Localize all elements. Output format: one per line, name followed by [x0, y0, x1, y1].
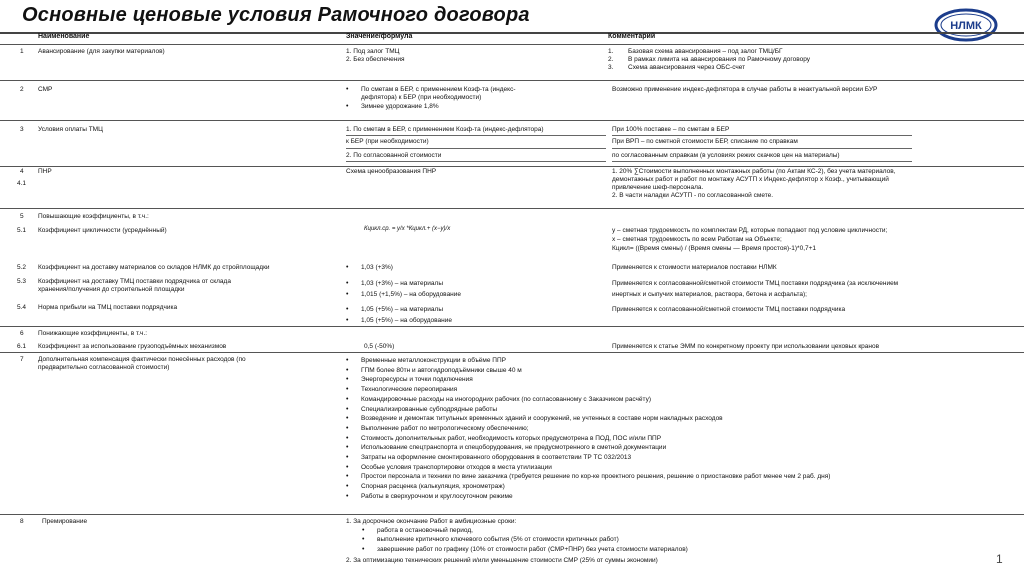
row-value: 1. По сметам в БЕР, с применением Коэф-та (индекс-дефлятора)	[346, 126, 544, 133]
bullet: •	[346, 405, 349, 413]
row-value: Зимнее удорожание 1,8%	[361, 103, 439, 110]
row-subnumber: 4.1	[17, 180, 27, 187]
row-comment: x – сметная трудоемкость по всем Работам на Объекте;	[612, 236, 782, 243]
row-name: Коэффициент на доставку материалов со складов НЛМК до стройплощадки	[38, 264, 270, 271]
row-number: 2	[20, 86, 24, 93]
header-value: Значение/формула	[346, 33, 413, 40]
header-name: Наименование	[38, 33, 90, 40]
row-value: 1. За досрочное окончание Работ в амбициозные сроки:	[346, 518, 517, 525]
bullet: •	[362, 536, 365, 543]
bullet: •	[346, 395, 349, 403]
bullet: •	[346, 492, 349, 500]
bullet: •	[346, 103, 349, 110]
row-comment: Схема авансирования через ОБС-счет	[628, 64, 746, 71]
row-name: ПНР	[38, 168, 52, 175]
bullet: •	[362, 546, 365, 553]
row-name: Повышающие коэффициенты, в т.ч.:	[38, 213, 149, 220]
row-name: СМР	[38, 86, 53, 93]
list-item: Стоимость дополнительных работ, необходимость которых предусмотрена в ПОД, ПОС и/или ППР	[361, 434, 662, 442]
cyclicity-formula: Кцикл.ср. = y/x *Кцикл.+ (x−y)/x	[364, 226, 451, 232]
row-name: Коэффициент за использование грузоподъёмных механизмов	[38, 343, 227, 350]
list-item: ГПМ более 80тн и автогидроподъёмники свыше 40 м	[361, 366, 522, 374]
row-value: 1,05 (+5%) – на материалы	[361, 306, 443, 313]
row-number: 3	[20, 126, 24, 133]
list-item: Технологические переопирания	[361, 386, 458, 394]
bullet: •	[362, 527, 365, 534]
bullet: •	[346, 434, 349, 442]
row-comment: Базовая схема авансирования – под залог ТМЦ/БГ	[628, 48, 783, 55]
row-comment: При ВРП – по сметной стоимости БЕР, списание по справкам	[612, 138, 798, 145]
page-title: Основные ценовые условия Рамочного договора	[22, 4, 530, 26]
list-number: 3.	[608, 64, 614, 71]
row-name: Условия оплаты ТМЦ	[38, 126, 103, 133]
row-value: 1,015 (+1,5%) – на оборудование	[361, 291, 462, 298]
list-item: Простои персонала и техники по вине заказчика (требуется решение по кор-ке проектного решения, решение о приостановке работ менее чем 2 раб. дня)	[361, 473, 831, 481]
list-item: Командировочные расходы на иногородних рабочих (по согласованному с Заказчиком расчёту)	[361, 395, 651, 403]
row-value: Схема ценообразования ПНР	[346, 168, 437, 175]
row-value: дефлятора) к БЕР (при необходимости)	[361, 94, 482, 101]
list-item: Работы в сверхурочном и круглосуточном режиме	[361, 492, 513, 500]
row-name: хранения/получения до строительной площадки	[38, 286, 185, 293]
list-item: работа в остановочный период,	[377, 527, 473, 534]
bullet: •	[346, 264, 349, 271]
row-comment: Применяется к статье ЭММ по конкретному проекту при использовании цеховых кранов	[612, 343, 880, 350]
bullet: •	[346, 317, 349, 324]
list-item: завершение работ по графику (10% от стоимости работ (СМР+ПНР) без учета стоимости материалов)	[377, 546, 688, 553]
row-comment: привлечение шеф-персонала.	[612, 184, 704, 191]
list-item: Использование спецтранспорта и спецоборудования, не предусмотренного в сметной документации	[361, 444, 667, 452]
list-item: Выполнение работ по метрологическому обеспечению;	[361, 424, 529, 432]
row-name: Премирование	[42, 518, 88, 525]
bullet: •	[346, 424, 349, 432]
list-item: Особые условия транспортировки отходов в места утилизации	[361, 463, 552, 471]
list-item: Спорная расценка (калькуляция, хронометраж)	[361, 483, 505, 491]
row-value: 1,03 (+3%) – на материалы	[361, 280, 443, 287]
row-name: предварительно согласованной стоимости)	[38, 364, 170, 371]
list-item: Специализированные субподрядные работы	[361, 405, 498, 413]
row-value: к БЕР (при необходимости)	[346, 138, 429, 145]
row-number: 5.4	[17, 304, 27, 311]
row-comment: Применяется к стоимости материалов поставки НЛМК	[612, 264, 777, 271]
row-value: 2. По согласованной стоимости	[346, 152, 442, 159]
row-comment: Кцикл= ((Время смены) / (Время смены — Время простоя)-1)*0,7+1	[612, 245, 817, 252]
row-comment: Применяется к согласованной/сметной стоимости ТМЦ поставки подрядчика	[612, 306, 846, 313]
bullet: •	[346, 386, 349, 394]
logo-text: НЛМК	[950, 20, 982, 32]
list-item: выполнение критичного ключевого события (5% от стоимости критичных работ)	[377, 536, 619, 543]
row-name: Коэффициент цикличности (усреднённый)	[38, 227, 167, 234]
row-comment: Возможно применение индекс-дефлятора в случае работы в неактуальной версии БУР	[612, 86, 878, 93]
row-number: 6.1	[17, 343, 27, 350]
row-number: 4	[20, 168, 24, 175]
row-value: 1,03 (+3%)	[361, 264, 393, 271]
bullet: •	[346, 366, 349, 374]
row-value: 2. Без обеспечения	[346, 56, 405, 63]
row-name: Авансирование (для закупки материалов)	[38, 48, 165, 55]
bullet: •	[346, 415, 349, 423]
bullet: •	[346, 463, 349, 471]
row-value: 2. За оптимизацию технических решений и/или уменьшение стоимости СМР (25% от суммы экономии)	[346, 557, 658, 564]
row-comment: 2. В части наладки АСУТП - по согласованной смете.	[612, 192, 774, 199]
list-item: Возведение и демонтаж титульных временных зданий и сооружений, не учтенных в составе норм накладных расходов	[361, 415, 723, 423]
row-name: Понижающие коэффициенты, в т.ч.:	[38, 330, 148, 337]
bullet: •	[346, 291, 349, 298]
bullet: •	[346, 357, 349, 364]
row-name: Норма прибыли на ТМЦ поставки подрядчика	[38, 304, 178, 311]
row-number: 7	[20, 356, 24, 363]
row-comment: При 100% поставке – по сметам в БЕР	[612, 126, 730, 133]
row-comment: инертных и сыпучих материалов, раствора, бетона и асфальта);	[612, 291, 807, 298]
row-number: 5.1	[17, 227, 27, 234]
row-number: 5.3	[17, 278, 27, 285]
list-number: 2.	[608, 56, 614, 63]
row-value: По сметам в БЕР, с применением Коэф-та (индекс-	[361, 86, 516, 93]
row-comment: 1. 20% ∑Стоимости выполненных монтажных работы (по Актам КС-2), без учета материалов,	[612, 168, 896, 175]
list-item: Энергоресурсы и точки подключения	[361, 376, 473, 384]
bullet: •	[346, 454, 349, 461]
row-number: 1	[20, 48, 24, 55]
list-item: Затраты на оформление смонтированного оборудования в соответствии ТР ТС 032/2013	[361, 454, 632, 461]
row-number: 5.2	[17, 264, 27, 271]
page-number: 1	[996, 552, 1003, 566]
row-comment: Применяется к согласованной/сметной стоимости ТМЦ поставки подрядчика (за исключением	[612, 280, 899, 287]
header-comment: Комментарий	[608, 33, 656, 40]
row-value: 1,05 (+5%) – на оборудование	[361, 317, 452, 324]
row-comment: y – сметная трудоемкость по комплектам РД, которые попадают под условие цикличности;	[612, 227, 888, 234]
bullet: •	[346, 86, 349, 93]
bullet: •	[346, 473, 349, 481]
list-item: Временные металлоконструкции в объёме ППР	[361, 357, 506, 364]
row-comment: демонтажных работ и работ по монтажу АСУТП х Индекс-дефлятор х Коэф., учитывающий	[612, 176, 889, 183]
bullet: •	[346, 280, 349, 287]
row-value: 0,5 (-50%)	[364, 343, 395, 350]
list-number: 1.	[608, 48, 614, 55]
row-comment: В рамках лимита на авансирования по Рамочному договору	[628, 56, 811, 63]
row-name: Коэффициент на доставку ТМЦ поставки подрядчика от склада	[38, 278, 231, 285]
bullet: •	[346, 376, 349, 384]
bullet: •	[346, 306, 349, 313]
row-name: Дополнительная компенсация фактически понесённых расходов (по	[38, 356, 246, 363]
row-comment: по согласованным справкам (в условиях режих скачков цен на материалы)	[612, 152, 840, 159]
table-header	[0, 32, 1024, 43]
row-number: 6	[20, 330, 24, 337]
row-value: 1. Под залог ТМЦ	[346, 48, 400, 55]
bullet: •	[346, 444, 349, 452]
row-number: 5	[20, 213, 24, 220]
bullet: •	[346, 483, 349, 491]
row-number: 8	[20, 518, 24, 525]
